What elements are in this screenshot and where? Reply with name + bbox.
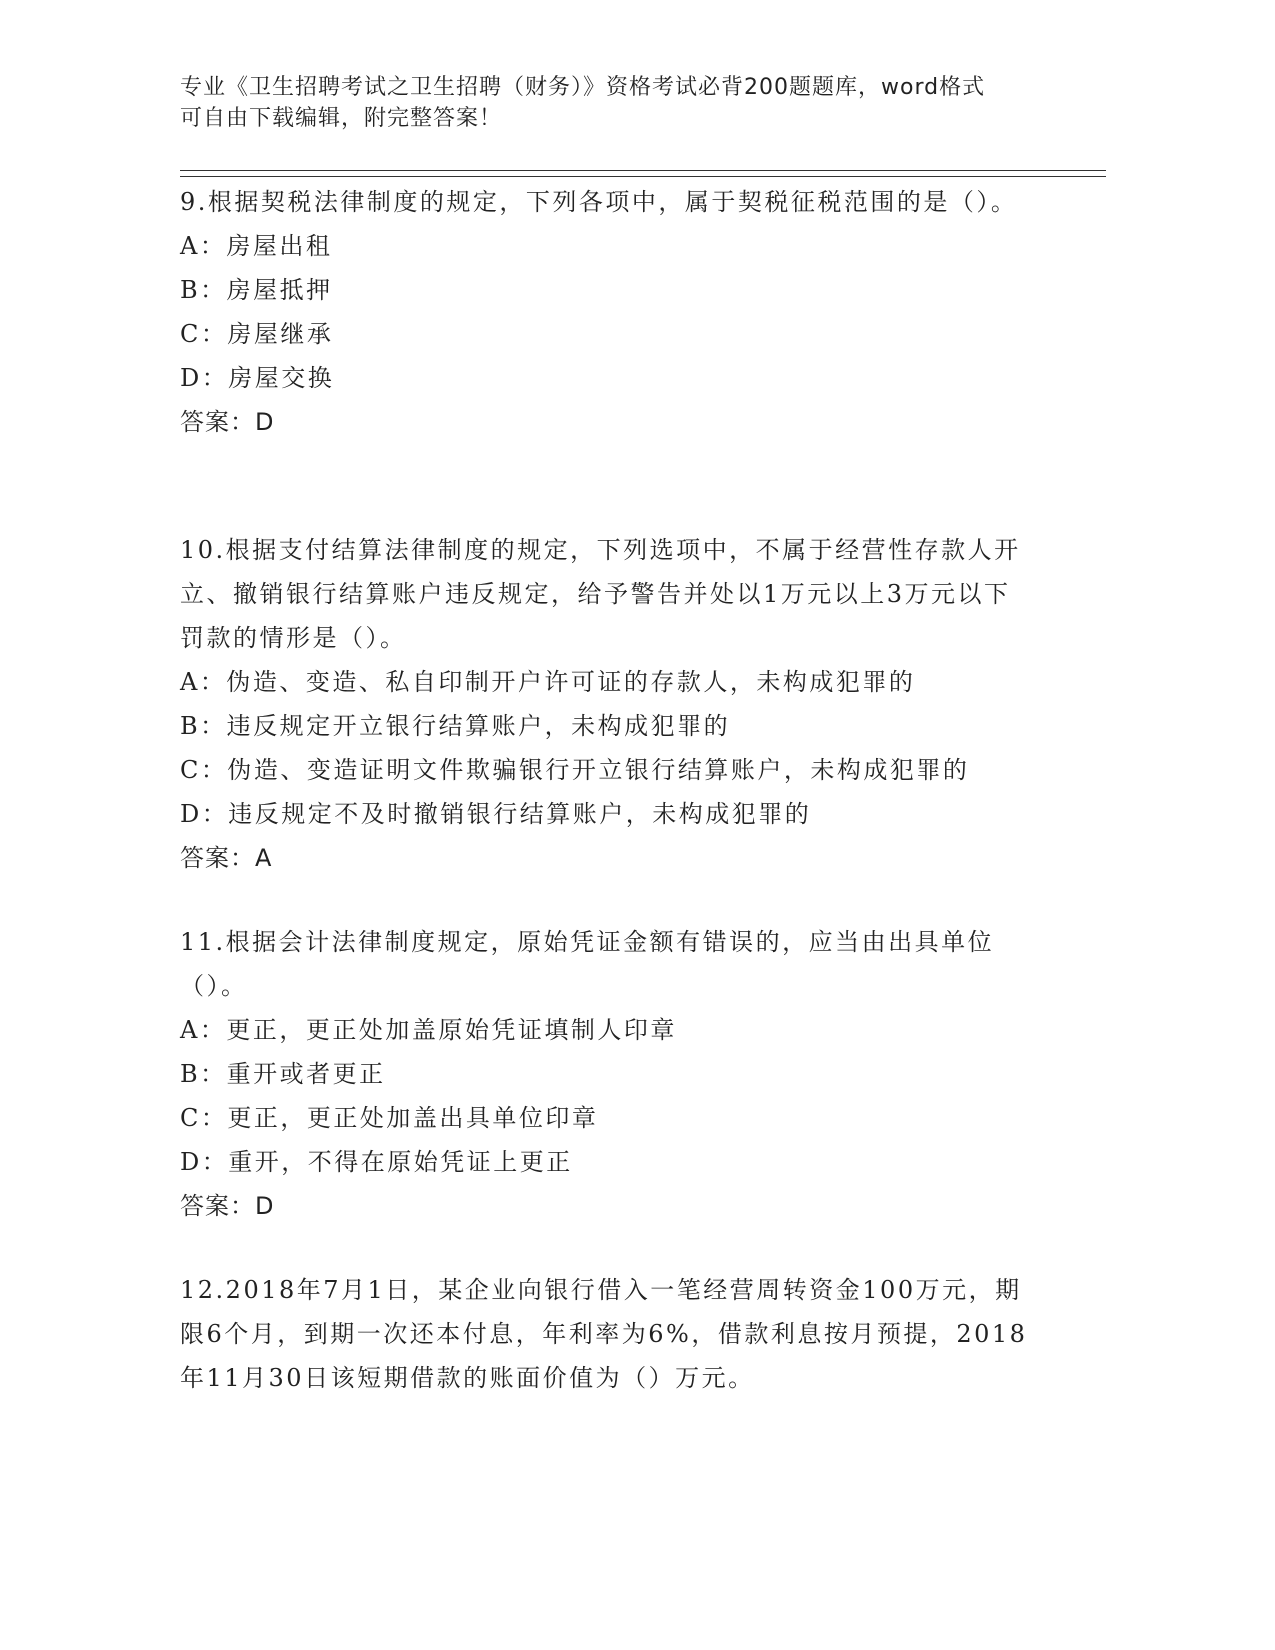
question-11 — [180, 920, 1060, 1228]
option-d: D：违反规定不及时撤销银行结算账户，未构成犯罪的 — [180, 800, 812, 828]
option-c: C：房屋继承 — [180, 320, 334, 348]
answer-line: 答案：D — [180, 1192, 275, 1220]
question-9 — [180, 180, 1060, 444]
question-stem: 12.2018年7月1日，某企业向银行借入一笔经营周转资金100万元，期限6个月，到期一次还本付息，年利率为6%，借款利息按月预提，2018年11月30日该短期借款的账面价值为（）万元。 — [180, 1276, 1028, 1392]
option-a: A：伪造、变造、私自印制开户许可证的存款人，未构成犯罪的 — [180, 668, 916, 696]
question-12 — [180, 1268, 1060, 1400]
question-stem: 10.根据支付结算法律制度的规定，下列选项中，不属于经营性存款人开立、撤销银行结算账户违反规定，给予警告并处以1万元以上3万元以下罚款的情形是（）。 — [180, 536, 1021, 652]
answer-line: 答案：A — [180, 844, 273, 872]
answer-line: 答案：D — [180, 408, 275, 436]
question-stem: 9.根据契税法律制度的规定，下列各项中，属于契税征税范围的是（）。 — [180, 188, 1018, 216]
header-line-2: 可自由下载编辑，附完整答案！ — [180, 106, 503, 131]
option-d: D：房屋交换 — [180, 364, 335, 392]
option-b: B：违反规定开立银行结算账户，未构成犯罪的 — [180, 712, 731, 740]
option-a: A：更正，更正处加盖原始凭证填制人印章 — [180, 1016, 677, 1044]
document-header — [180, 72, 1080, 134]
question-stem: 11.根据会计法律制度规定，原始凭证金额有错误的，应当由出具单位（）。 — [180, 928, 995, 1000]
question-10 — [180, 528, 1060, 880]
option-c: C：更正，更正处加盖出具单位印章 — [180, 1104, 599, 1132]
option-c: C：伪造、变造证明文件欺骗银行开立银行结算账户，未构成犯罪的 — [180, 756, 970, 784]
option-b: B：房屋抵押 — [180, 276, 333, 304]
option-d: D：重开，不得在原始凭证上更正 — [180, 1148, 573, 1176]
header-line-1: 专业《卫生招聘考试之卫生招聘（财务）》资格考试必背200题题库，word格式 — [180, 75, 986, 100]
option-b: B：重开或者更正 — [180, 1060, 386, 1088]
header-divider-top — [180, 170, 1106, 171]
header-divider-bottom — [180, 176, 1106, 177]
option-a: A：房屋出租 — [180, 232, 333, 260]
